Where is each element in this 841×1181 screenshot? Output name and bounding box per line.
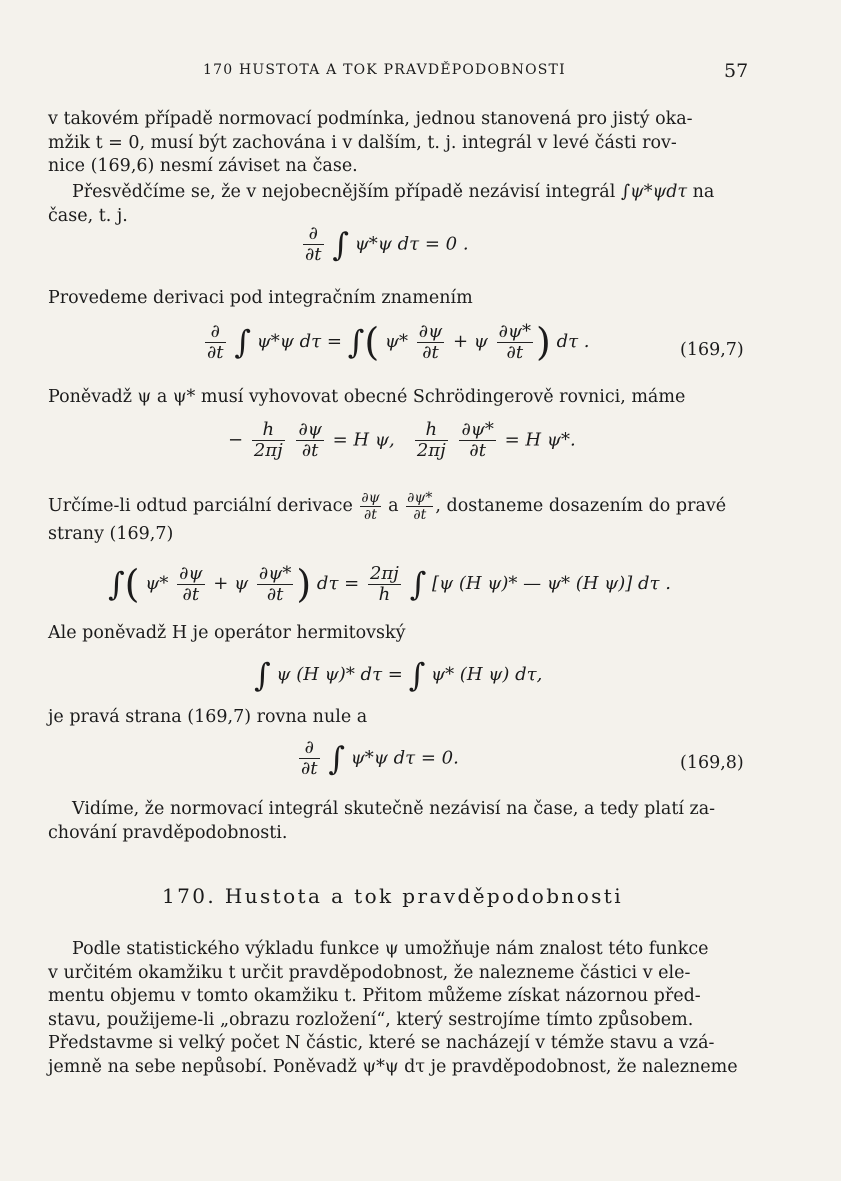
integral-sign: ∫ (254, 656, 271, 694)
equation-time-derivative (300, 224, 469, 265)
text-fragment: a (382, 496, 405, 516)
fraction-num: ∂ψ* (461, 419, 494, 440)
fraction-den: h (378, 583, 391, 605)
fraction-num: ∂ψ (361, 490, 380, 506)
text-fragment: na (687, 182, 715, 202)
integral-sign: ∫ (108, 565, 125, 603)
text-line: nice (169,6) nesmí záviset na čase. (48, 156, 358, 176)
term: dτ . (556, 331, 590, 352)
fraction-den: ∂t (182, 583, 200, 605)
text-line: Vidíme, že normovací integrál skutečně nezávisí na čase, a tedy platí za- (72, 799, 716, 819)
paragraph-hermitian (48, 622, 740, 646)
equation-lhs: ψ*ψ dτ = (256, 331, 342, 352)
equation-substituted (108, 562, 671, 606)
fraction-den: ∂t (506, 341, 524, 363)
text-line (48, 490, 740, 523)
text-line: Podle statistického výkladu funkce ψ umožňuje nám znalost této funkce (72, 939, 709, 959)
paragraph-schrodinger (48, 386, 740, 410)
fraction (303, 224, 324, 265)
fraction-den: ∂t (422, 341, 439, 363)
fraction-den: ∂t (301, 440, 319, 461)
fraction-den: 2πj (416, 440, 446, 461)
text-line: v určitém okamžiku t určit pravděpodobnost, že nalezneme částici v ele- (48, 962, 691, 983)
paren-close: ) (296, 562, 312, 606)
paragraph-derivative-intro (48, 287, 740, 311)
fraction-den: 2πj (253, 440, 283, 461)
text-line: Představme si velký počet N částic, které se nacházejí v témže stavu a vzá- (48, 1033, 715, 1053)
fraction-num: ∂ψ (418, 320, 443, 342)
fraction-num: h (415, 420, 448, 441)
fraction (417, 322, 444, 363)
text-line (48, 181, 740, 205)
term: ψ* (145, 573, 169, 594)
text-line: mentu objemu v tomto okamžiku t. Přitom můžeme získat názornou před- (48, 986, 701, 1006)
term: = H ψ*. (504, 429, 576, 451)
paren-open: ( (364, 320, 380, 364)
fraction-num: ∂ψ* (258, 562, 292, 584)
term: + ψ (213, 573, 249, 594)
fraction (252, 420, 285, 461)
fraction-den: ∂t (207, 341, 224, 363)
section-heading: 170. Hustota a tok pravděpodobnosti (162, 884, 624, 908)
fraction (257, 564, 293, 605)
fraction-den: ∂t (266, 583, 284, 605)
text-line: čase, t. j. (48, 205, 128, 226)
fraction-num: ∂ (205, 322, 226, 343)
fraction-num: ∂ψ (179, 562, 203, 584)
equation-body: ψ*ψ dτ = 0 . (354, 233, 469, 255)
fraction-num: ∂ (303, 224, 324, 245)
integral-sign: ∫ (347, 323, 365, 361)
term: ψ* (H ψ) dτ, (430, 664, 543, 685)
text-line: v takovém případě normovací podmínka, jednou stanovená pro jistý oka- (48, 109, 693, 129)
text-line: chování pravděpodobnosti. (48, 822, 288, 843)
fraction (205, 322, 226, 363)
paragraph-integral-claim (48, 181, 740, 228)
integral-sign: ∫ (328, 739, 345, 778)
fraction-num: 2πj (369, 562, 399, 584)
text-line: mžik t = 0, musí být zachována i v dalším, t. j. integrál v levé části rov- (48, 132, 677, 153)
equation-body: ψ*ψ dτ = 0. (350, 747, 459, 769)
text-line: strany (169,7) (48, 524, 174, 544)
fraction (415, 420, 448, 461)
fraction-den: ∂t (413, 507, 427, 523)
inline-integral: ∫ψ*ψdτ (620, 182, 688, 202)
equation-label: (169,7) (680, 340, 744, 360)
integral-sign: ∫ (409, 565, 427, 603)
running-header: 170 HUSTOTA A TOK PRAVDĚPODOBNOSTI (203, 62, 566, 78)
fraction (368, 564, 401, 605)
equation-169-8 (296, 738, 459, 779)
fraction-num: h (252, 420, 285, 441)
paragraph-rhs-zero (48, 706, 740, 730)
inline-fraction (406, 490, 433, 523)
term: ψ* (384, 331, 409, 352)
inline-fraction (360, 490, 380, 523)
text-line: stavu, použijeme-li „obrazu rozložení“, který sestrojíme tímto způsobem. (48, 1009, 694, 1030)
term: ψ (H ψ)* dτ = (276, 664, 403, 685)
fraction-num: ∂ψ (298, 419, 322, 440)
fraction-den: ∂t (469, 440, 486, 461)
text-line: Ale poněvadž H je operátor hermitovský (48, 623, 406, 643)
text-line: Provedeme derivaci pod integračním znamením (48, 288, 473, 308)
fraction (177, 564, 204, 605)
term: + ψ (452, 331, 488, 352)
equation-169-7 (202, 320, 590, 364)
term: = H ψ, (332, 429, 395, 451)
equation-label: (169,8) (680, 753, 744, 773)
equation-schrodinger-pair (228, 420, 576, 461)
fraction-den: ∂t (364, 507, 377, 523)
fraction (497, 322, 533, 363)
page-number: 57 (724, 60, 749, 82)
fraction-num: ∂ (299, 738, 320, 759)
fraction-num: ∂ψ* (498, 320, 532, 342)
paragraph-normalization (48, 108, 740, 179)
fraction (299, 738, 320, 779)
fraction (296, 420, 323, 461)
paren-open: ( (124, 562, 140, 606)
term: − (228, 429, 244, 451)
integral-sign: ∫ (332, 225, 349, 264)
text-line: je pravá strana (169,7) rovna nule a (48, 707, 368, 727)
term: dτ = (316, 573, 360, 594)
paragraph-substitution (48, 490, 740, 547)
text-fragment: Přesvědčíme se, že v nejobecnějším případě nezávisí integrál (72, 182, 621, 202)
fraction-den: ∂t (305, 244, 322, 265)
fraction-den: ∂t (301, 758, 318, 779)
integral-sign: ∫ (408, 656, 426, 694)
text-fragment: , dostaneme dosazením do pravé (435, 496, 727, 516)
fraction (459, 420, 495, 461)
paren-close: ) (536, 320, 551, 364)
text-line: jemně na sebe nepůsobí. Poněvadž ψ*ψ dτ je pravděpodobnost, že nalezneme (48, 1056, 738, 1077)
text-line: Poněvadž ψ a ψ* musí vyhovovat obecné Schrödingerově rovnici, máme (48, 387, 686, 407)
paragraph-conclusion (48, 798, 740, 845)
text-fragment: Určíme-li odtud parciální derivace (48, 496, 359, 516)
equation-hermitian (254, 656, 542, 694)
fraction-num: ∂ψ* (407, 490, 433, 506)
integral-sign: ∫ (234, 323, 251, 361)
term: [ψ (H ψ)* — ψ* (H ψ)] dτ . (431, 573, 671, 594)
paragraph-statistical (48, 938, 740, 1079)
